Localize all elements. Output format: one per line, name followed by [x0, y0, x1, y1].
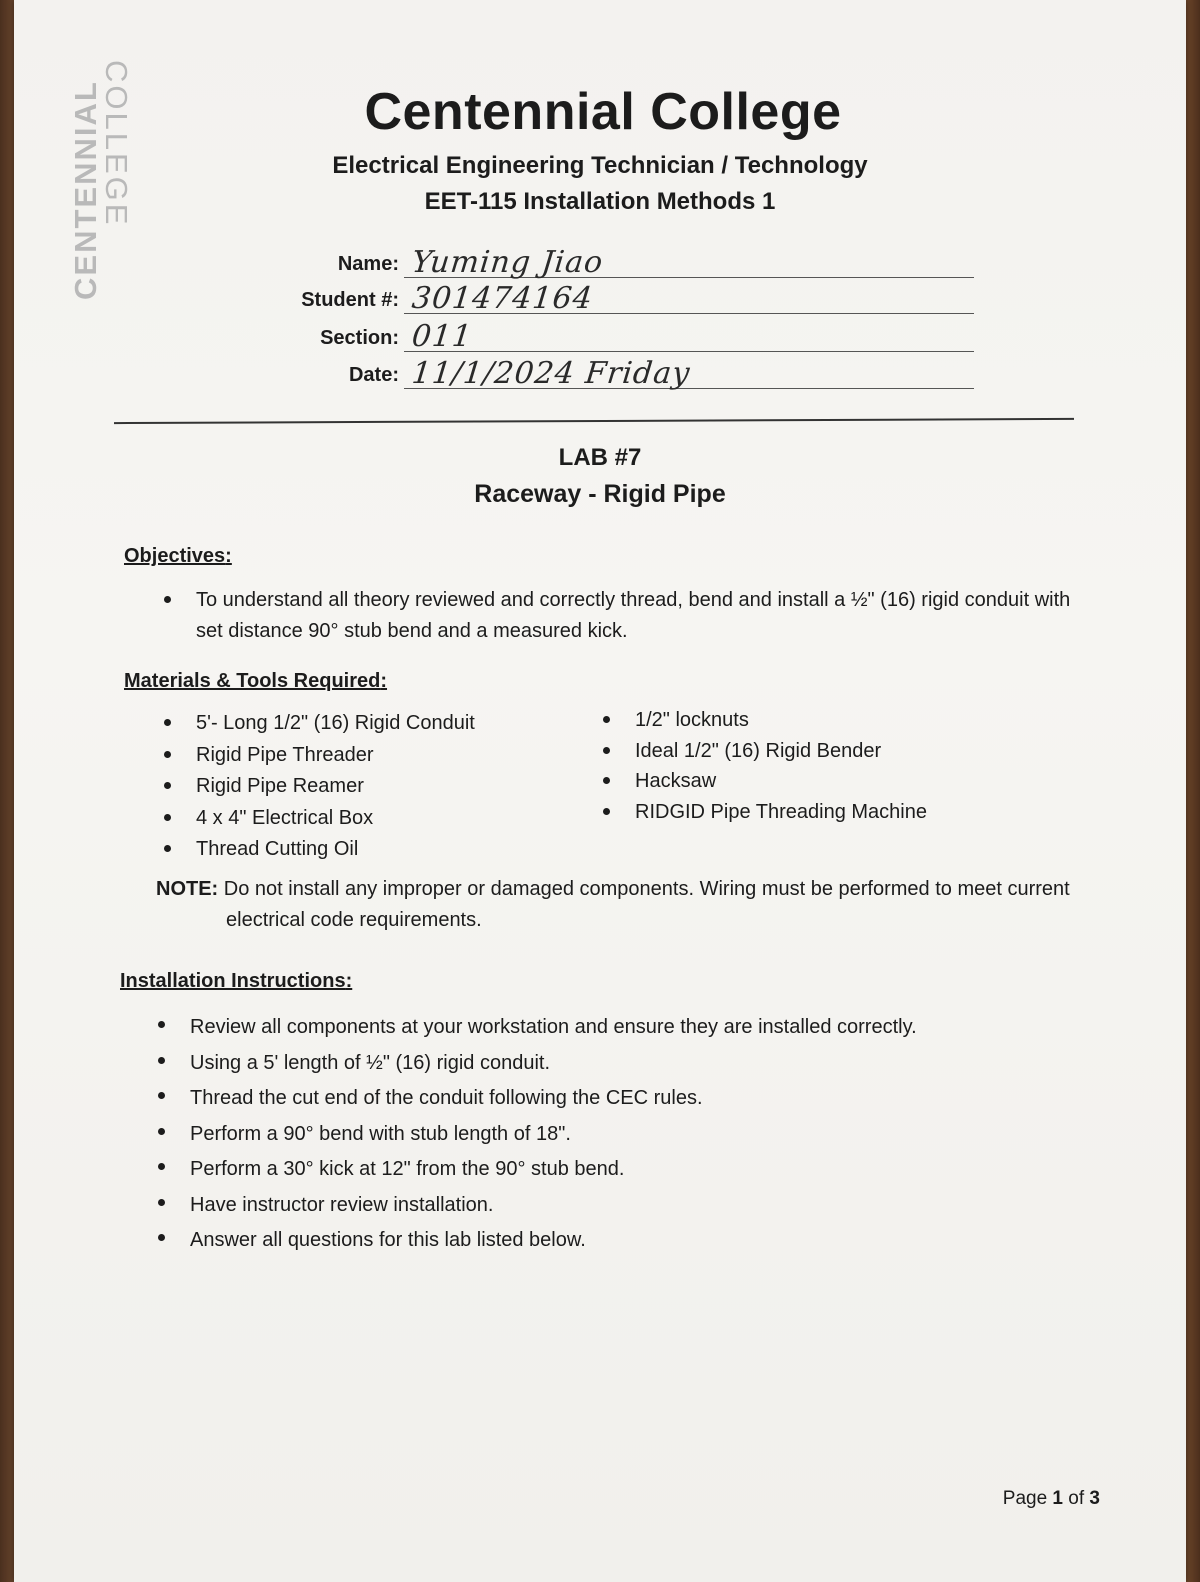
section-field[interactable]: [244, 320, 974, 354]
page-number: [1003, 1488, 1100, 1510]
list-item: RIDGID Pipe Threading Machine: [599, 797, 1019, 828]
page-of: of: [1068, 1488, 1085, 1509]
list-item: Answer all questions for this lab listed below.: [154, 1223, 1094, 1259]
list-item: Thread the cut end of the conduit following the CEC rules.: [154, 1081, 1094, 1117]
installation-heading-text: Installation Instructions: [120, 970, 346, 992]
list-item: Review all components at your workstation and ensure they are installed correctly.: [154, 1010, 1094, 1046]
page-title: Centennial College: [364, 83, 842, 141]
page-prefix: Page: [1002, 1488, 1048, 1509]
page-current: 1: [1052, 1488, 1063, 1509]
objectives-heading: Objectives:: [124, 545, 232, 567]
date-label: Date:: [348, 364, 399, 386]
student-number-label: Student #:: [301, 289, 399, 311]
materials-list-left: [160, 708, 580, 866]
installation-list: [154, 1010, 1094, 1259]
logo-text-college: COLLEGE: [99, 60, 134, 228]
name-field[interactable]: [244, 246, 974, 280]
materials-list-right: [599, 705, 1019, 827]
program-name: Electrical Engineering Technician / Technology: [332, 152, 868, 179]
list-item: To understand all theory reviewed and correctly thread, bend and install a ½" (16) rigid conduit with set distance 90° stub bend and a measured kick.: [160, 585, 1100, 647]
list-item: Thread Cutting Oil: [160, 834, 580, 866]
objectives-heading-text: Objectives: [124, 545, 226, 567]
name-label: Name:: [337, 253, 399, 275]
objectives-list: [160, 585, 1100, 647]
list-item: Ideal 1/2" (16) Rigid Bender: [599, 736, 1019, 767]
date-field[interactable]: [244, 357, 974, 391]
student-number-value: 301474164: [410, 281, 595, 316]
note-text: Do not install any improper or damaged components. Wiring must be performed to meet current electrical code requirements.: [223, 878, 1070, 931]
student-number-field[interactable]: [244, 282, 974, 316]
section-label: Section:: [320, 327, 399, 349]
logo-text-centennial: CENTENNIAL: [68, 80, 103, 300]
list-item: Perform a 90° bend with stub length of 18".: [154, 1117, 1094, 1153]
installation-heading: Installation Instructions:: [120, 970, 353, 992]
list-item: Using a 5' length of ½" (16) rigid conduit.: [154, 1046, 1094, 1082]
document-page: [14, 0, 1186, 1582]
list-item: 4 x 4" Electrical Box: [160, 803, 580, 835]
lab-number: LAB #7: [558, 444, 642, 471]
list-item: 1/2" locknuts: [599, 705, 1019, 736]
list-item: Have instructor review installation.: [154, 1188, 1094, 1224]
header-divider: [114, 418, 1074, 424]
list-item: Rigid Pipe Threader: [160, 740, 580, 772]
section-line: [404, 351, 974, 352]
course-name: EET-115 Installation Methods 1: [424, 188, 776, 215]
section-value: 011: [410, 319, 475, 354]
lab-title: Raceway - Rigid Pipe: [474, 480, 726, 508]
name-value: Yuming Jiao: [410, 245, 606, 280]
list-item: 5'- Long 1/2" (16) Rigid Conduit: [160, 708, 580, 740]
materials-heading-text: Materials & Tools Required: [124, 670, 381, 692]
list-item: Rigid Pipe Reamer: [160, 771, 580, 803]
materials-heading: Materials & Tools Required:: [124, 670, 388, 692]
note-label: NOTE:: [156, 878, 219, 900]
list-item: Hacksaw: [599, 766, 1019, 797]
page-total: 3: [1089, 1488, 1100, 1509]
list-item: Perform a 30° kick at 12" from the 90° stub bend.: [154, 1152, 1094, 1188]
note-paragraph: [156, 874, 1086, 936]
date-value: 11/1/2024 Friday: [410, 356, 692, 391]
